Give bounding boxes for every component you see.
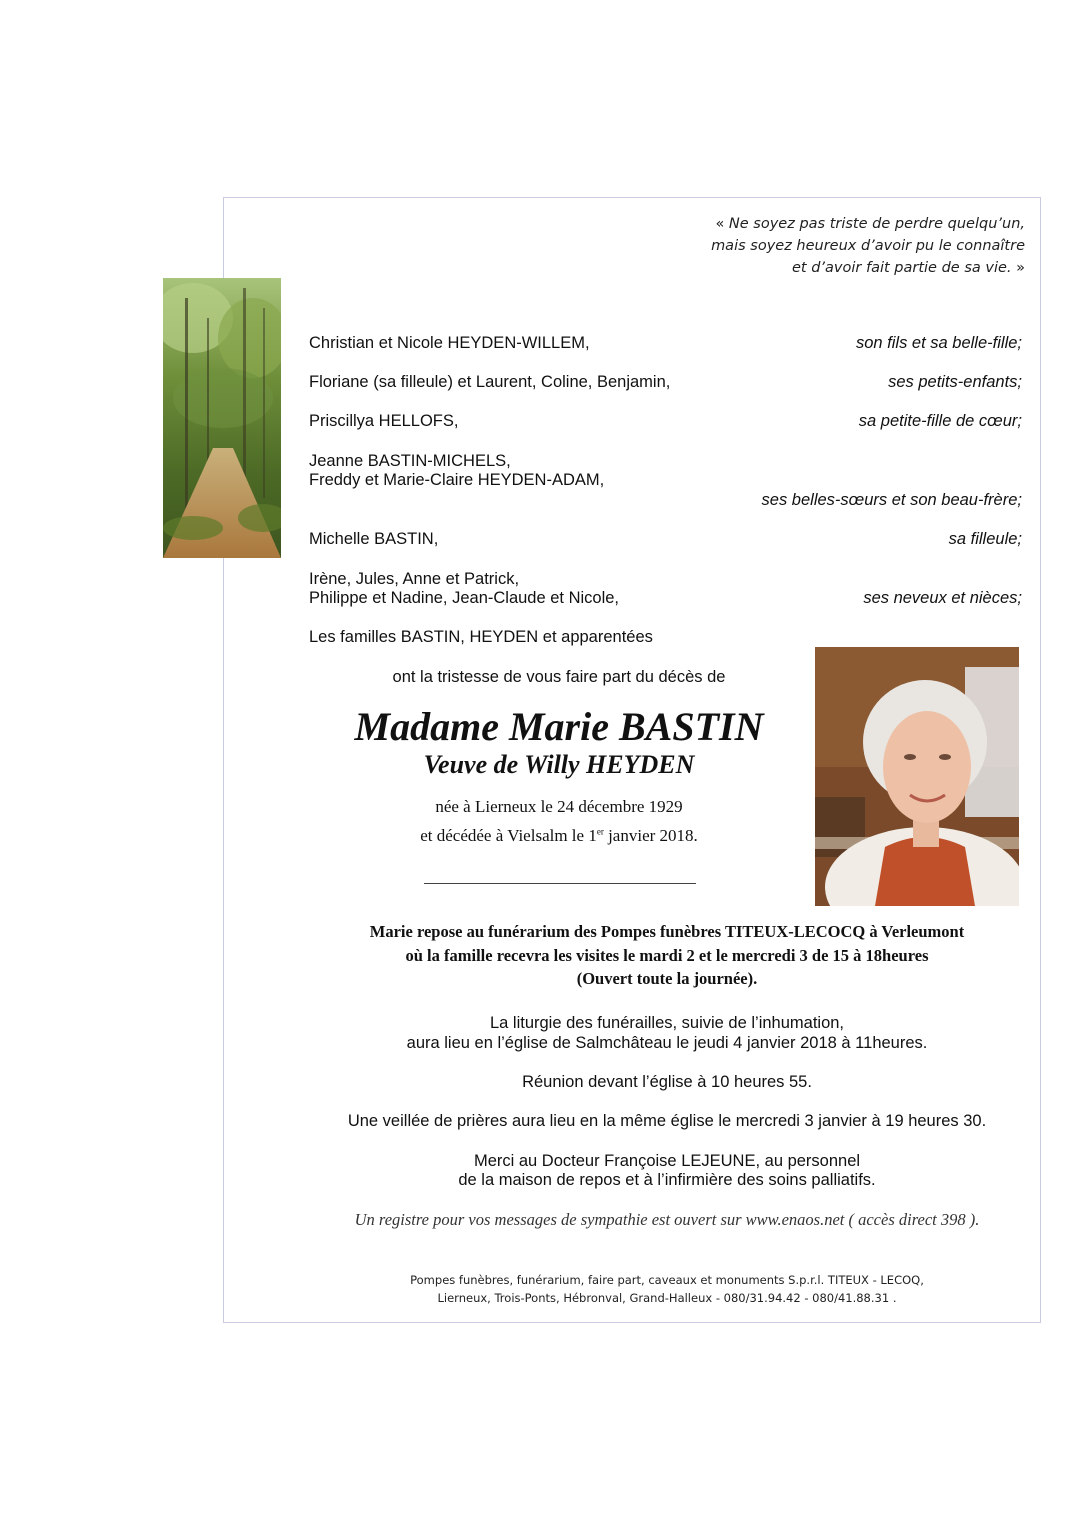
family-name-4b: Freddy et Marie-Claire HEYDEN-ADAM, xyxy=(309,471,605,489)
quote-line-2: mais soyez heureux d’avoir pu le connaître xyxy=(711,238,1025,254)
quote-close: » xyxy=(1016,260,1025,276)
vigil-info: Une veillée de prières aura lieu en la même église le mercredi 3 janvier à 19 heures 30. xyxy=(347,1112,987,1130)
liturgy-line-2: aura lieu en l’église de Salmchâteau le jeudi 4 janvier 2018 à 11heures. xyxy=(406,1034,928,1052)
epigraph-quote xyxy=(605,213,1025,279)
family-relation-5: sa filleule; xyxy=(948,530,1022,548)
family-relation-2: ses petits-enfants; xyxy=(888,373,1022,391)
family-name-6a: Irène, Jules, Anne et Patrick, xyxy=(309,570,520,588)
quote-open: « xyxy=(715,216,725,232)
family-relation-6: ses neveux et nièces; xyxy=(863,589,1022,607)
family-name-3: Priscillya HELLOFS, xyxy=(309,412,459,430)
footer-line-2: Lierneux, Trois-Ponts, Hébronval, Grand-Halleux - 080/31.94.42 - 080/41.88.31 . xyxy=(437,1291,897,1305)
visitation-line-3: (Ouvert toute la journée). xyxy=(576,969,758,988)
widow-of: Veuve de Willy HEYDEN xyxy=(423,750,695,779)
family-relation-1: son fils et sa belle-fille; xyxy=(856,334,1022,352)
footer-company xyxy=(250,1271,1075,1307)
thanks-line-2: de la maison de repos et à l’infirmière des soins palliatifs. xyxy=(458,1171,876,1189)
death-date-text: et décédée à Vielsalm le 1 xyxy=(420,826,597,845)
separator-line xyxy=(424,883,696,884)
family-relation-4: ses belles-sœurs et son beau-frère; xyxy=(761,491,1022,509)
visitation-line-1: Marie repose au funérarium des Pompes funèbres TITEUX-LECOCQ à Verleumont xyxy=(369,922,965,941)
family-name-1: Christian et Nicole HEYDEN-WILLEM, xyxy=(309,334,590,352)
death-date xyxy=(309,826,809,846)
quote-line-3: et d’avoir fait partie de sa vie. xyxy=(792,260,1012,276)
deceased-name: Madame Marie BASTIN xyxy=(354,704,764,749)
family-name-5: Michelle BASTIN, xyxy=(309,530,439,548)
family-name-6b: Philippe et Nadine, Jean-Claude et Nicole, xyxy=(309,589,620,607)
death-date-ordinal: er xyxy=(596,826,604,837)
liturgy-line-1: La liturgie des funérailles, suivie de l’inhumation, xyxy=(489,1014,845,1032)
death-date-rest: janvier 2018. xyxy=(603,826,698,845)
visitation-line-2: où la famille recevra les visites le mardi 2 et le mercredi 3 de 15 à 18heures xyxy=(405,946,929,965)
birth-date: née à Lierneux le 24 décembre 1929 xyxy=(435,797,683,816)
registry-notice: Un registre pour vos messages de sympathie est ouvert sur www.enaos.net ( accès direct 398 ). xyxy=(354,1210,980,1229)
family-name-7: Les familles BASTIN, HEYDEN et apparentées xyxy=(309,628,653,646)
thanks-line-1: Merci au Docteur Françoise LEJEUNE, au personnel xyxy=(473,1152,861,1170)
footer-line-1: Pompes funèbres, funérarium, faire part, caveaux et monuments S.p.r.l. TITEUX - LECOQ, xyxy=(410,1273,924,1287)
quote-line-1: Ne soyez pas triste de perdre quelqu’un, xyxy=(728,216,1025,232)
meeting-time: Réunion devant l’église à 10 heures 55. xyxy=(522,1073,812,1091)
family-name-2: Floriane (sa filleule) et Laurent, Coline, Benjamin, xyxy=(309,373,671,391)
family-name-4a: Jeanne BASTIN-MICHELS, xyxy=(309,452,511,470)
family-relation-3: sa petite-fille de cœur; xyxy=(858,412,1022,430)
announcement: ont la tristesse de vous faire part du décès de xyxy=(392,668,726,686)
forest-path-image xyxy=(163,278,281,558)
portrait-photo xyxy=(815,647,1019,906)
